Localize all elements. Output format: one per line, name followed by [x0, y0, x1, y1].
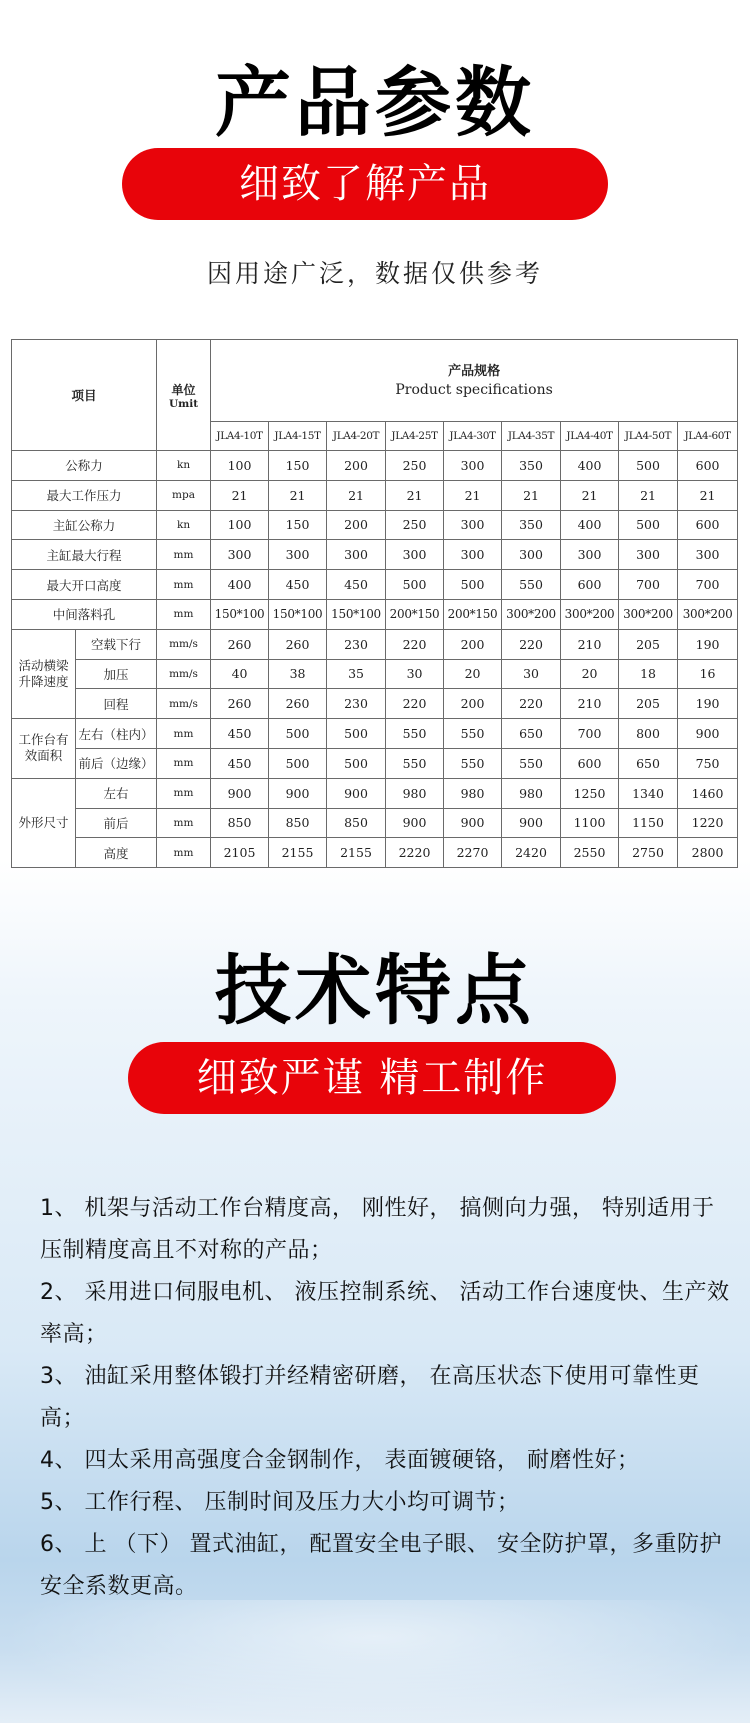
- row-label: 回程: [76, 689, 157, 719]
- spec-value: 1250: [561, 778, 619, 808]
- model-header: JLA4-20T: [327, 422, 386, 451]
- spec-value: 900: [269, 778, 327, 808]
- spec-value: 600: [561, 570, 619, 600]
- header-unit-en: Umit: [168, 397, 199, 410]
- row-label: 左右: [76, 778, 157, 808]
- header-unit-cn: 单位: [171, 382, 196, 397]
- spec-value: 300: [502, 540, 561, 570]
- model-header: JLA4-15T: [269, 422, 327, 451]
- spec-value: 190: [678, 629, 738, 659]
- spec-value: 260: [269, 629, 327, 659]
- features-pill-banner: 细致严谨 精工制作: [128, 1042, 616, 1114]
- spec-value: 21: [502, 480, 561, 510]
- spec-value: 2550: [561, 838, 619, 868]
- spec-value: 150*100: [269, 599, 327, 629]
- spec-value: 300: [561, 540, 619, 570]
- spec-value: 21: [619, 480, 678, 510]
- row-unit: kn: [157, 510, 211, 540]
- model-header: JLA4-30T: [444, 422, 502, 451]
- spec-value: 205: [619, 689, 678, 719]
- spec-value: 2155: [269, 838, 327, 868]
- table-row: [12, 719, 738, 749]
- spec-value: 100: [211, 451, 269, 481]
- spec-value: 550: [502, 570, 561, 600]
- spec-value: 220: [502, 689, 561, 719]
- spec-value: 300: [269, 540, 327, 570]
- model-header: JLA4-35T: [502, 422, 561, 451]
- spec-value: 700: [561, 719, 619, 749]
- model-header: JLA4-40T: [561, 422, 619, 451]
- spec-value: 21: [386, 480, 444, 510]
- spec-table: [11, 339, 738, 868]
- spec-value: 650: [502, 719, 561, 749]
- table-row: [12, 838, 738, 868]
- row-unit: mm/s: [157, 689, 211, 719]
- spec-value: 2750: [619, 838, 678, 868]
- spec-value: 2270: [444, 838, 502, 868]
- spec-value: 1340: [619, 778, 678, 808]
- spec-value: 750: [678, 748, 738, 778]
- page-title: 产品参数: [215, 58, 535, 147]
- table-row: [12, 659, 738, 689]
- table-row: [12, 480, 738, 510]
- table-row: [12, 629, 738, 659]
- group-label: 工作台有 效面积: [12, 719, 76, 779]
- table-row: [12, 570, 738, 600]
- header-unit: [157, 340, 211, 451]
- spec-value: 500: [386, 570, 444, 600]
- spec-value: 300: [444, 451, 502, 481]
- spec-value: 200: [444, 629, 502, 659]
- spec-value: 300: [444, 510, 502, 540]
- feature-item: 5、 工作行程、 压制时间及压力大小均可调节；: [40, 1490, 520, 1515]
- spec-value: 200: [444, 689, 502, 719]
- row-label: 左右（柱内）: [76, 719, 157, 749]
- spec-value: 30: [386, 659, 444, 689]
- subtitle: 因用途广泛，数据仅供参考: [206, 259, 543, 288]
- spec-value: 900: [386, 808, 444, 838]
- row-unit: mm: [157, 570, 211, 600]
- spec-value: 450: [211, 748, 269, 778]
- spec-value: 21: [211, 480, 269, 510]
- spec-value: 21: [678, 480, 738, 510]
- row-label: 主缸公称力: [12, 510, 157, 540]
- spec-value: 230: [327, 629, 386, 659]
- spec-value: 400: [561, 510, 619, 540]
- table-row: [12, 540, 738, 570]
- spec-value: 850: [211, 808, 269, 838]
- section-pill-banner: 细致了解产品: [122, 148, 608, 220]
- row-label: 公称力: [12, 451, 157, 481]
- spec-value: 150: [269, 451, 327, 481]
- row-unit: mm/s: [157, 629, 211, 659]
- spec-value: 700: [619, 570, 678, 600]
- feature-item: 2、 采用进口伺服电机、 液压控制系统、 活动工作台速度快、生产效率高；: [40, 1280, 730, 1347]
- spec-value: 21: [327, 480, 386, 510]
- spec-value: 800: [619, 719, 678, 749]
- row-unit: mm: [157, 808, 211, 838]
- spec-value: 20: [561, 659, 619, 689]
- spec-value: 1220: [678, 808, 738, 838]
- spec-value: 16: [678, 659, 738, 689]
- spec-value: 550: [502, 748, 561, 778]
- spec-value: 40: [211, 659, 269, 689]
- spec-value: 500: [269, 748, 327, 778]
- spec-value: 300: [327, 540, 386, 570]
- spec-value: 850: [327, 808, 386, 838]
- row-unit: kn: [157, 451, 211, 481]
- spec-value: 500: [619, 510, 678, 540]
- spec-value: 350: [502, 510, 561, 540]
- row-label: 前后（边缘）: [76, 748, 157, 778]
- spec-value: 300*200: [502, 599, 561, 629]
- row-unit: mm/s: [157, 659, 211, 689]
- row-unit: mm: [157, 599, 211, 629]
- spec-value: 300: [619, 540, 678, 570]
- spec-value: 980: [386, 778, 444, 808]
- spec-value: 500: [444, 570, 502, 600]
- spec-value: 300: [211, 540, 269, 570]
- table-row: [12, 510, 738, 540]
- spec-value: 150*100: [211, 599, 269, 629]
- spec-value: 600: [678, 510, 738, 540]
- spec-value: 21: [444, 480, 502, 510]
- spec-value: 2420: [502, 838, 561, 868]
- spec-value: 200: [327, 451, 386, 481]
- spec-value: 900: [327, 778, 386, 808]
- spec-value: 260: [211, 689, 269, 719]
- model-header: JLA4-25T: [386, 422, 444, 451]
- spec-value: 450: [327, 570, 386, 600]
- header-spec-cn: 产品规格: [448, 364, 501, 379]
- feature-item: 6、 上 （下） 置式油缸， 配置安全电子眼、 安全防护罩，多重防护安全系数更高。: [40, 1532, 722, 1599]
- spec-value: 21: [269, 480, 327, 510]
- spec-value: 30: [502, 659, 561, 689]
- spec-value: 200*150: [386, 599, 444, 629]
- spec-value: 550: [386, 719, 444, 749]
- spec-value: 200*150: [444, 599, 502, 629]
- spec-value: 550: [386, 748, 444, 778]
- spec-value: 300*200: [678, 599, 738, 629]
- spec-value: 900: [678, 719, 738, 749]
- spec-value: 450: [211, 719, 269, 749]
- spec-value: 500: [269, 719, 327, 749]
- row-unit: mpa: [157, 480, 211, 510]
- table-row: [12, 778, 738, 808]
- spec-value: 20: [444, 659, 502, 689]
- spec-value: 850: [269, 808, 327, 838]
- spec-value: 210: [561, 629, 619, 659]
- table-row: [12, 748, 738, 778]
- spec-value: 1460: [678, 778, 738, 808]
- table-row: [12, 599, 738, 629]
- spec-value: 200: [327, 510, 386, 540]
- spec-value: 400: [211, 570, 269, 600]
- spec-value: 300: [444, 540, 502, 570]
- spec-value: 700: [678, 570, 738, 600]
- row-label: 加压: [76, 659, 157, 689]
- spec-value: 220: [386, 689, 444, 719]
- spec-value: 205: [619, 629, 678, 659]
- spec-value: 18: [619, 659, 678, 689]
- spec-value: 260: [211, 629, 269, 659]
- row-label: 最大工作压力: [12, 480, 157, 510]
- spec-value: 220: [502, 629, 561, 659]
- table-row: [12, 689, 738, 719]
- features-title: 技术特点: [215, 946, 535, 1035]
- spec-value: 210: [561, 689, 619, 719]
- spec-value: 35: [327, 659, 386, 689]
- spec-value: 250: [386, 451, 444, 481]
- group-label: 活动横梁 升降速度: [12, 629, 76, 718]
- spec-value: 250: [386, 510, 444, 540]
- spec-value: 400: [561, 451, 619, 481]
- header-item: 项目: [12, 340, 157, 451]
- spec-value: 150*100: [327, 599, 386, 629]
- row-unit: mm: [157, 540, 211, 570]
- spec-value: 500: [327, 719, 386, 749]
- model-header: JLA4-60T: [678, 422, 738, 451]
- model-header: JLA4-50T: [619, 422, 678, 451]
- row-label: 高度: [76, 838, 157, 868]
- row-unit: mm: [157, 838, 211, 868]
- row-label: 主缸最大行程: [12, 540, 157, 570]
- spec-value: 150: [269, 510, 327, 540]
- spec-value: 650: [619, 748, 678, 778]
- spec-value: 1100: [561, 808, 619, 838]
- spec-value: 450: [269, 570, 327, 600]
- spec-value: 230: [327, 689, 386, 719]
- model-header: JLA4-10T: [211, 422, 269, 451]
- spec-value: 900: [444, 808, 502, 838]
- spec-value: 980: [502, 778, 561, 808]
- spec-value: 2155: [327, 838, 386, 868]
- spec-value: 350: [502, 451, 561, 481]
- header-spec: [211, 340, 738, 422]
- spec-value: 190: [678, 689, 738, 719]
- header-spec-en: Product specifications: [395, 382, 553, 398]
- spec-value: 2800: [678, 838, 738, 868]
- spec-value: 300: [678, 540, 738, 570]
- group-label: 外形尺寸: [12, 778, 76, 867]
- table-row: [12, 808, 738, 838]
- spec-value: 600: [561, 748, 619, 778]
- spec-value: 2105: [211, 838, 269, 868]
- spec-value: 980: [444, 778, 502, 808]
- feature-item: 1、 机架与活动工作台精度高， 刚性好， 搞侧向力强， 特别适用于压制精度高且不对称的产品；: [40, 1196, 715, 1263]
- spec-value: 550: [444, 719, 502, 749]
- spec-value: 300*200: [619, 599, 678, 629]
- row-unit: mm: [157, 719, 211, 749]
- feature-item: 3、 油缸采用整体锻打并经精密研磨， 在高压状态下使用可靠性更高；: [40, 1364, 700, 1431]
- row-label: 中间落料孔: [12, 599, 157, 629]
- spec-value: 900: [502, 808, 561, 838]
- row-label: 空载下行: [76, 629, 157, 659]
- spec-value: 500: [619, 451, 678, 481]
- water-decoration: [0, 1600, 750, 1723]
- spec-value: 38: [269, 659, 327, 689]
- spec-value: 300*200: [561, 599, 619, 629]
- table-row: [12, 451, 738, 481]
- spec-value: 260: [269, 689, 327, 719]
- spec-value: 21: [561, 480, 619, 510]
- spec-value: 220: [386, 629, 444, 659]
- feature-item: 4、 四太采用高强度合金钢制作， 表面镀硬铬， 耐磨性好；: [40, 1448, 640, 1473]
- spec-value: 2220: [386, 838, 444, 868]
- spec-value: 100: [211, 510, 269, 540]
- row-unit: mm: [157, 778, 211, 808]
- spec-value: 500: [327, 748, 386, 778]
- row-unit: mm: [157, 748, 211, 778]
- spec-value: 900: [211, 778, 269, 808]
- spec-value: 300: [386, 540, 444, 570]
- row-label: 前后: [76, 808, 157, 838]
- spec-value: 600: [678, 451, 738, 481]
- spec-value: 550: [444, 748, 502, 778]
- spec-value: 1150: [619, 808, 678, 838]
- row-label: 最大开口高度: [12, 570, 157, 600]
